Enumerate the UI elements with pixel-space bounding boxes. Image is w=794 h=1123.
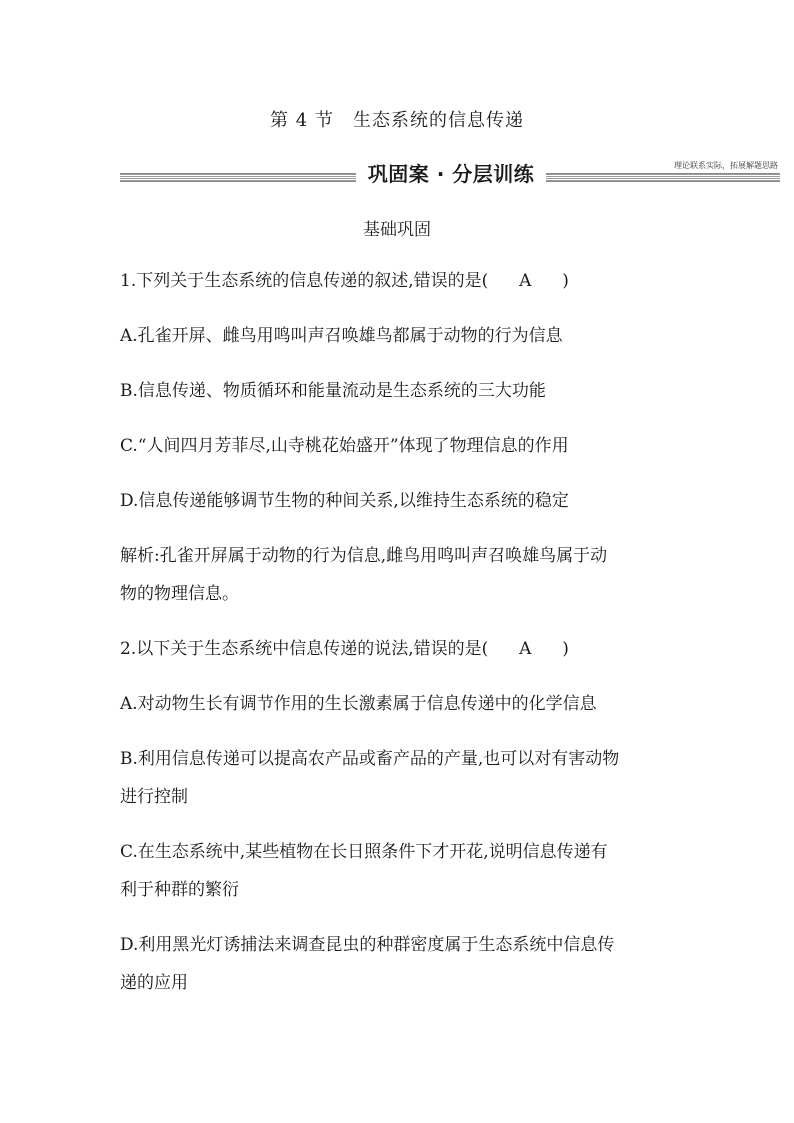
question-stem: [120, 630, 680, 668]
answer-mark: A: [519, 639, 532, 659]
option-b-line-2: 进行控制: [120, 787, 188, 807]
option-d-line-2: 递的应用: [120, 973, 188, 993]
option-a: A.孔雀开屏、雌鸟用鸣叫声召唤雄鸟都属于动物的行为信息: [120, 326, 563, 346]
question-1: [120, 262, 680, 613]
option-c-line-2: 利于种群的繁衍: [120, 880, 239, 900]
question-stem-text: 1.下列关于生态系统的信息传递的叙述,错误的是(: [120, 271, 489, 291]
question-2: [120, 630, 680, 1002]
answer-mark: A: [519, 271, 532, 291]
option-b: B.信息传递、物质循环和能量流动是生态系统的三大功能: [120, 381, 546, 401]
option-c: C.“人间四月芳菲尽,山寺桃花始盛开”体现了物理信息的作用: [120, 436, 569, 456]
option-c-line-1: C.在生态系统中,某些植物在长日照条件下才开花,说明信息传递有: [120, 842, 608, 862]
explanation-line-1: 解析:孔雀开屏属于动物的行为信息,雌鸟用鸣叫声召唤雄鸟属于动: [120, 546, 608, 566]
stem-close-paren: ): [562, 271, 569, 291]
question-list: [120, 262, 680, 1002]
option-a: A.对动物生长有调节作用的生长激素属于信息传递中的化学信息: [120, 694, 597, 714]
banner-note: 理论联系实际，拓展解题思路: [674, 161, 778, 170]
option-b-line-1: B.利用信息传递可以提高农产品或畜产品的产量,也可以对有害动物: [120, 749, 620, 769]
option-d-line-1: D.利用黑光灯诱捕法来调查昆虫的种群密度属于生态系统中信息传: [120, 935, 615, 955]
question-stem: [120, 262, 680, 300]
option-d: D.信息传递能够调节生物的种间关系,以维持生态系统的稳定: [120, 491, 569, 511]
banner-title: 巩固案 · 分层训练: [367, 162, 535, 186]
banner-rule-right: [546, 173, 780, 182]
question-stem-text: 2.以下关于生态系统中信息传递的说法,错误的是(: [120, 639, 489, 659]
section-heading: 基础巩固: [363, 220, 431, 240]
banner-rule-left: [120, 173, 356, 182]
stem-close-paren: ): [562, 639, 569, 659]
page-title: 第 4 节 生态系统的信息传递: [270, 110, 524, 131]
explanation-line-2: 物的物理信息。: [120, 584, 239, 604]
